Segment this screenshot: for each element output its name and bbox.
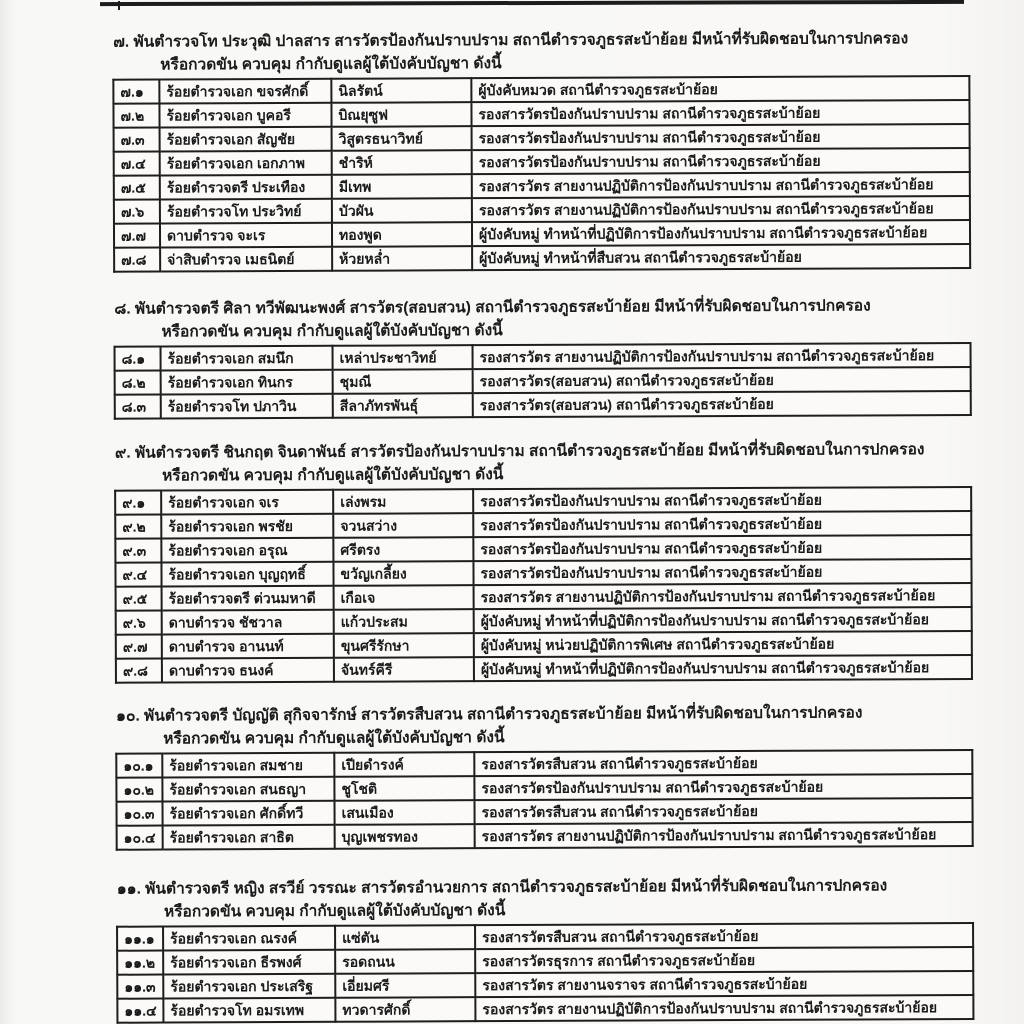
cell-duty: รองสารวัตร(สอบสวน) สถานีตำรวจภูธรสะบ้าย้อย (473, 391, 971, 417)
cell-no: ๙.๔ (115, 563, 161, 587)
cell-duty: รองสารวัตรป้องกันปราบปราม สถานีตำรวจภูธรสะบ้าย้อย (473, 487, 971, 513)
cell-duty: รองสารวัตร สายงานปฏิบัติการป้องกันปราบปราม สถานีตำรวจภูธรสะบ้าย้อย (473, 343, 971, 369)
section (4, 874, 1024, 1024)
cell-no: ๙.๖ (116, 611, 162, 635)
cell-surname: เอี่ยมศรี (335, 973, 475, 998)
cell-no: ๘.๑ (115, 347, 161, 371)
cell-duty: รองสารวัตร(สอบสวน) สถานีตำรวจภูธรสะบ้าย้อย (473, 367, 971, 393)
section-header-line1: ๗. พันตำรวจโท ประวุฒิ ปาลสาร สารวัตรป้องกันปราบปราม สถานีตำรวจภูธรสะบ้าย้อย มีหน้าที่รับผิดชอบในการปกครอง (113, 30, 909, 51)
cell-surname: เสนเมือง (334, 800, 474, 825)
section (1, 294, 1024, 420)
cell-surname: เล่งพรม (333, 489, 473, 514)
cell-no: ๙.๘ (116, 659, 162, 683)
cell-duty: ผู้บังคับหมู่ ทำหน้าที่ปฏิบัติการป้องกันปราบปราม สถานีตำรวจภูธรสะบ้าย้อย (474, 655, 972, 681)
cell-rank-name: ร้อยตำรวจเอก จเร (161, 490, 333, 515)
cell-rank-name: ร้อยตำรวจโท ปภาวิน (161, 394, 333, 419)
cell-rank-name: ร้อยตำรวจเอก เอกภาพ (160, 151, 332, 176)
cell-rank-name: ร้อยตำรวจเอก พรชัย (161, 514, 333, 539)
cell-duty: ผู้บังคับหมู่ ทำหน้าที่ปฏิบัติการป้องกันปราบปราม สถานีตำรวจภูธรสะบ้าย้อย (474, 607, 972, 633)
cell-rank-name: ร้อยตำรวจเอก สมนึก (161, 346, 333, 371)
cell-rank-name: ร้อยตำรวจเอก ประเสริฐ (163, 974, 335, 999)
officer-table (114, 342, 972, 420)
officer-table (115, 749, 973, 851)
section (2, 438, 1024, 684)
cell-no: ๙.๕ (116, 587, 162, 611)
cell-duty: รองสารวัตรป้องกันปราบปราม สถานีตำรวจภูธรสะบ้าย้อย (473, 535, 971, 561)
cell-surname: ชำริห์ (332, 150, 472, 175)
cell-no: ๑๑.๓ (117, 975, 163, 999)
cell-no: ๙.๗ (116, 635, 162, 659)
cell-duty: รองสารวัตรสืบสวน สถานีตำรวจภูธรสะบ้าย้อย (474, 750, 972, 776)
section-header-line2: หรือกวดขัน ควบคุม กำกับดูแลผู้ใต้บังคับบัญชา ดังนี้ (162, 466, 504, 485)
cell-rank-name: ดาบตำรวจ อานนท์ (162, 634, 334, 659)
cell-no: ๑๐.๔ (117, 826, 163, 850)
table-row (117, 822, 973, 850)
cell-surname: แก้วประสม (334, 609, 474, 634)
table-row (114, 244, 970, 272)
cell-no: ๗.๔ (114, 152, 160, 176)
officer-table (112, 75, 971, 273)
cell-surname: สีลาภัทรพันธุ์ (333, 393, 473, 418)
cell-surname: ชูโชติ (334, 776, 474, 801)
cell-surname: บิณยุซูฟ (331, 102, 471, 127)
cell-no: ๙.๑ (115, 491, 161, 515)
cell-no: ๑๑.๑ (117, 927, 163, 951)
cell-surname: แซ่ตัน (335, 925, 475, 950)
section-header-line1: ๘. พันตำรวจตรี ศิลา ทวีพัฒนะพงศ์ สารวัตร(สอบสวน) สถานีตำรวจภูธรสะบ้าย้อย มีหน้าที่รับผิดชอบในการปกครอง (114, 297, 871, 318)
cell-duty: รองสารวัตรป้องกันปราบปราม สถานีตำรวจภูธรสะบ้าย้อย (472, 124, 970, 150)
cell-duty: รองสารวัตรป้องกันปราบปราม สถานีตำรวจภูธรสะบ้าย้อย (473, 511, 971, 537)
cell-surname: ทองพูด (332, 222, 472, 247)
cell-no: ๘.๒ (115, 371, 161, 395)
cell-rank-name: ร้อยตำรวจเอก ณรงค์ (163, 926, 335, 951)
officer-table (114, 486, 973, 684)
cell-duty: รองสารวัตรป้องกันปราบปราม สถานีตำรวจภูธรสะบ้าย้อย (472, 148, 970, 174)
section-header-line2: หรือกวดขัน ควบคุม กำกับดูแลผู้ใต้บังคับบัญชา ดังนี้ (163, 902, 506, 921)
cell-no: ๗.๒ (113, 104, 159, 128)
cell-surname: จวนสว่าง (333, 513, 473, 538)
cell-rank-name: ดาบตำรวจ จะเร (160, 223, 332, 248)
cell-duty: รองสารวัตรสืบสวน สถานีตำรวจภูธรสะบ้าย้อย (474, 798, 972, 824)
cell-surname: บุญเพชรทอง (335, 824, 475, 849)
cell-rank-name: ร้อยตำรวจตรี ต่วนมหาดี (162, 586, 334, 611)
cell-no: ๑๐.๒ (116, 778, 162, 802)
cell-duty: รองสารวัตรป้องกันปราบปราม สถานีตำรวจภูธรสะบ้าย้อย (471, 100, 969, 126)
cell-no: ๗.๗ (114, 224, 160, 248)
cell-duty: ผู้บังคับหมู่ หน่วยปฏิบัติการพิเศษ สถานีตำรวจภูธรสะบ้าย้อย (474, 631, 972, 657)
cell-rank-name: ร้อยตำรวจเอก บูคอรี (159, 103, 331, 128)
cell-rank-name: ร้อยตำรวจเอก ศักดิ์ทวี (162, 801, 334, 826)
cell-surname: นิลรัตน์ (331, 78, 471, 103)
section-header-line1: ๑๐. พันตำรวจตรี บัญญัติ สุกิจจารักษ์ สารวัตรสืบสวน สถานีตำรวจภูธรสะบ้าย้อย มีหน้าที่รับผิดชอบในการปกครอง (116, 704, 863, 725)
cell-surname: ศรีตรง (333, 537, 473, 562)
cell-no: ๘.๓ (115, 395, 161, 419)
cell-no: ๑๑.๔ (117, 999, 163, 1023)
section-header-line2: หรือกวดขัน ควบคุม กำกับดูแลผู้ใต้บังคับบัญชา ดังนี้ (161, 322, 503, 341)
cell-rank-name: ร้อยตำรวจเอก สนธญา (162, 777, 334, 802)
section-header-line2: หรือกวดขัน ควบคุม กำกับดูแลผู้ใต้บังคับบัญชา ดังนี้ (163, 729, 505, 748)
section (3, 701, 1024, 851)
cell-rank-name: ดาบตำรวจ ชัชวาล (162, 610, 334, 635)
cell-no: ๑๐.๑ (116, 754, 162, 778)
cell-no: ๙.๒ (115, 515, 161, 539)
cell-rank-name: ร้อยตำรวจเอก ขจรศักดิ์ (159, 79, 331, 104)
cell-surname: ขุนศรีรักษา (334, 633, 474, 658)
cell-surname: ชุมณี (333, 369, 473, 394)
cell-rank-name: ร้อยตำรวจตรี ประเทือง (160, 175, 332, 200)
cell-surname: ขวัญเกลี้ยง (333, 561, 473, 586)
cell-surname: มีเทพ (332, 174, 472, 199)
cell-rank-name: ร้อยตำรวจเอก บุญฤทธิ์ (161, 562, 333, 587)
cell-rank-name: ร้อยตำรวจเอก ธีรพงศ์ (163, 950, 335, 975)
cell-surname: บัวผัน (332, 198, 472, 223)
cell-no: ๗.๖ (114, 200, 160, 224)
cell-duty: รองสารวัตรธุรการ สถานีตำรวจภูธรสะบ้าย้อย (475, 947, 973, 973)
cell-duty: ผู้บังคับหมู่ ทำหน้าที่สืบสวน สถานีตำรวจภูธรสะบ้าย้อย (472, 244, 970, 270)
cell-no: ๑๑.๒ (117, 951, 163, 975)
officer-table (116, 922, 974, 1024)
cell-rank-name: ร้อยตำรวจเอก สมชาย (162, 753, 334, 778)
cell-duty: รองสารวัตร สายงานปฏิบัติการป้องกันปราบปราม สถานีตำรวจภูธรสะบ้าย้อย (474, 583, 972, 609)
cell-surname: เปียดำรงค์ (334, 752, 474, 777)
cell-rank-name: ร้อยตำรวจโท ประวิทย์ (160, 199, 332, 224)
cell-no: ๗.๑ (113, 80, 159, 104)
section-header-line2: หรือกวดขัน ควบคุม กำกับดูแลผู้ใต้บังคับบัญชา ดังนี้ (160, 55, 502, 74)
cell-no: ๗.๘ (114, 248, 160, 272)
cell-no: ๗.๓ (114, 128, 160, 152)
cell-surname: เกือเจ (334, 585, 474, 610)
section-header-line1: ๑๑. พันตำรวจตรี หญิง สรวีย์ วรรณะ สารวัตรอำนวยการ สถานีตำรวจภูธรสะบ้าย้อย มีหน้าที่รับผิดชอบในการปกครอง (116, 877, 888, 898)
cell-duty: รองสารวัตรป้องกันปราบปราม สถานีตำรวจภูธรสะบ้าย้อย (473, 559, 971, 585)
cell-rank-name: จ่าสิบตำรวจ เมธนิตย์ (160, 247, 332, 272)
cell-duty: รองสารวัตร สายงานปฏิบัติการป้องกันปราบปราม สถานีตำรวจภูธรสะบ้าย้อย (472, 196, 970, 222)
cell-rank-name: ดาบตำรวจ ธนงค์ (162, 658, 334, 683)
section (0, 27, 1024, 273)
cell-surname: ทวดารศักดิ์ (335, 997, 475, 1022)
cell-surname: จันทร์คีรี (334, 657, 474, 682)
cell-duty: รองสารวัตร สายงานจราจร สถานีตำรวจภูธรสะบ้าย้อย (475, 971, 973, 997)
cell-duty: รองสารวัตร สายงานปฏิบัติการป้องกันปราบปราม สถานีตำรวจภูธรสะบ้าย้อย (475, 995, 973, 1021)
cell-surname: วิสูตรธนาวิทย์ (332, 126, 472, 151)
cell-rank-name: ร้อยตำรวจโท อมรเทพ (163, 998, 335, 1023)
cell-duty: รองสารวัตรสืบสวน สถานีตำรวจภูธรสะบ้าย้อย (475, 923, 973, 949)
section-header-line1: ๙. พันตำรวจตรี ชินกฤต จินดาพันธ์ สารวัตรป้องกันปราบปราม สถานีตำรวจภูธรสะบ้าย้อย มีหน้าที่รับผิดชอบในการปกครอง (114, 441, 925, 462)
cell-rank-name: ร้อยตำรวจเอก อรุณ (161, 538, 333, 563)
cell-rank-name: ร้อยตำรวจเอก สัญชัย (160, 127, 332, 152)
cell-surname: ห้วยหล่ำ (332, 246, 472, 271)
cell-no: ๗.๕ (114, 176, 160, 200)
cell-surname: รอดถนน (335, 949, 475, 974)
cell-duty: ผู้บังคับหมู่ ทำหน้าที่ปฏิบัติการป้องกันปราบปราม สถานีตำรวจภูธรสะบ้าย้อย (472, 220, 970, 246)
cell-duty: รองสารวัตร สายงานปฏิบัติการป้องกันปราบปราม สถานีตำรวจภูธรสะบ้าย้อย (475, 822, 973, 848)
cell-duty: ผู้บังคับหมวด สถานีตำรวจภูธรสะบ้าย้อย (471, 76, 969, 102)
cell-duty: รองสารวัตรป้องกันปราบปราม สถานีตำรวจภูธรสะบ้าย้อย (474, 774, 972, 800)
cell-rank-name: ร้อยตำรวจเอก สาธิต (163, 825, 335, 850)
cell-no: ๙.๓ (115, 539, 161, 563)
cell-duty: รองสารวัตร สายงานปฏิบัติการป้องกันปราบปราม สถานีตำรวจภูธรสะบ้าย้อย (472, 172, 970, 198)
table-row (115, 391, 971, 419)
cell-rank-name: ร้อยตำรวจเอก ทินกร (161, 370, 333, 395)
cell-no: ๑๐.๓ (116, 802, 162, 826)
table-row (117, 995, 973, 1023)
cell-surname: เหล่าประชาวิทย์ (333, 345, 473, 370)
table-row (116, 655, 972, 683)
